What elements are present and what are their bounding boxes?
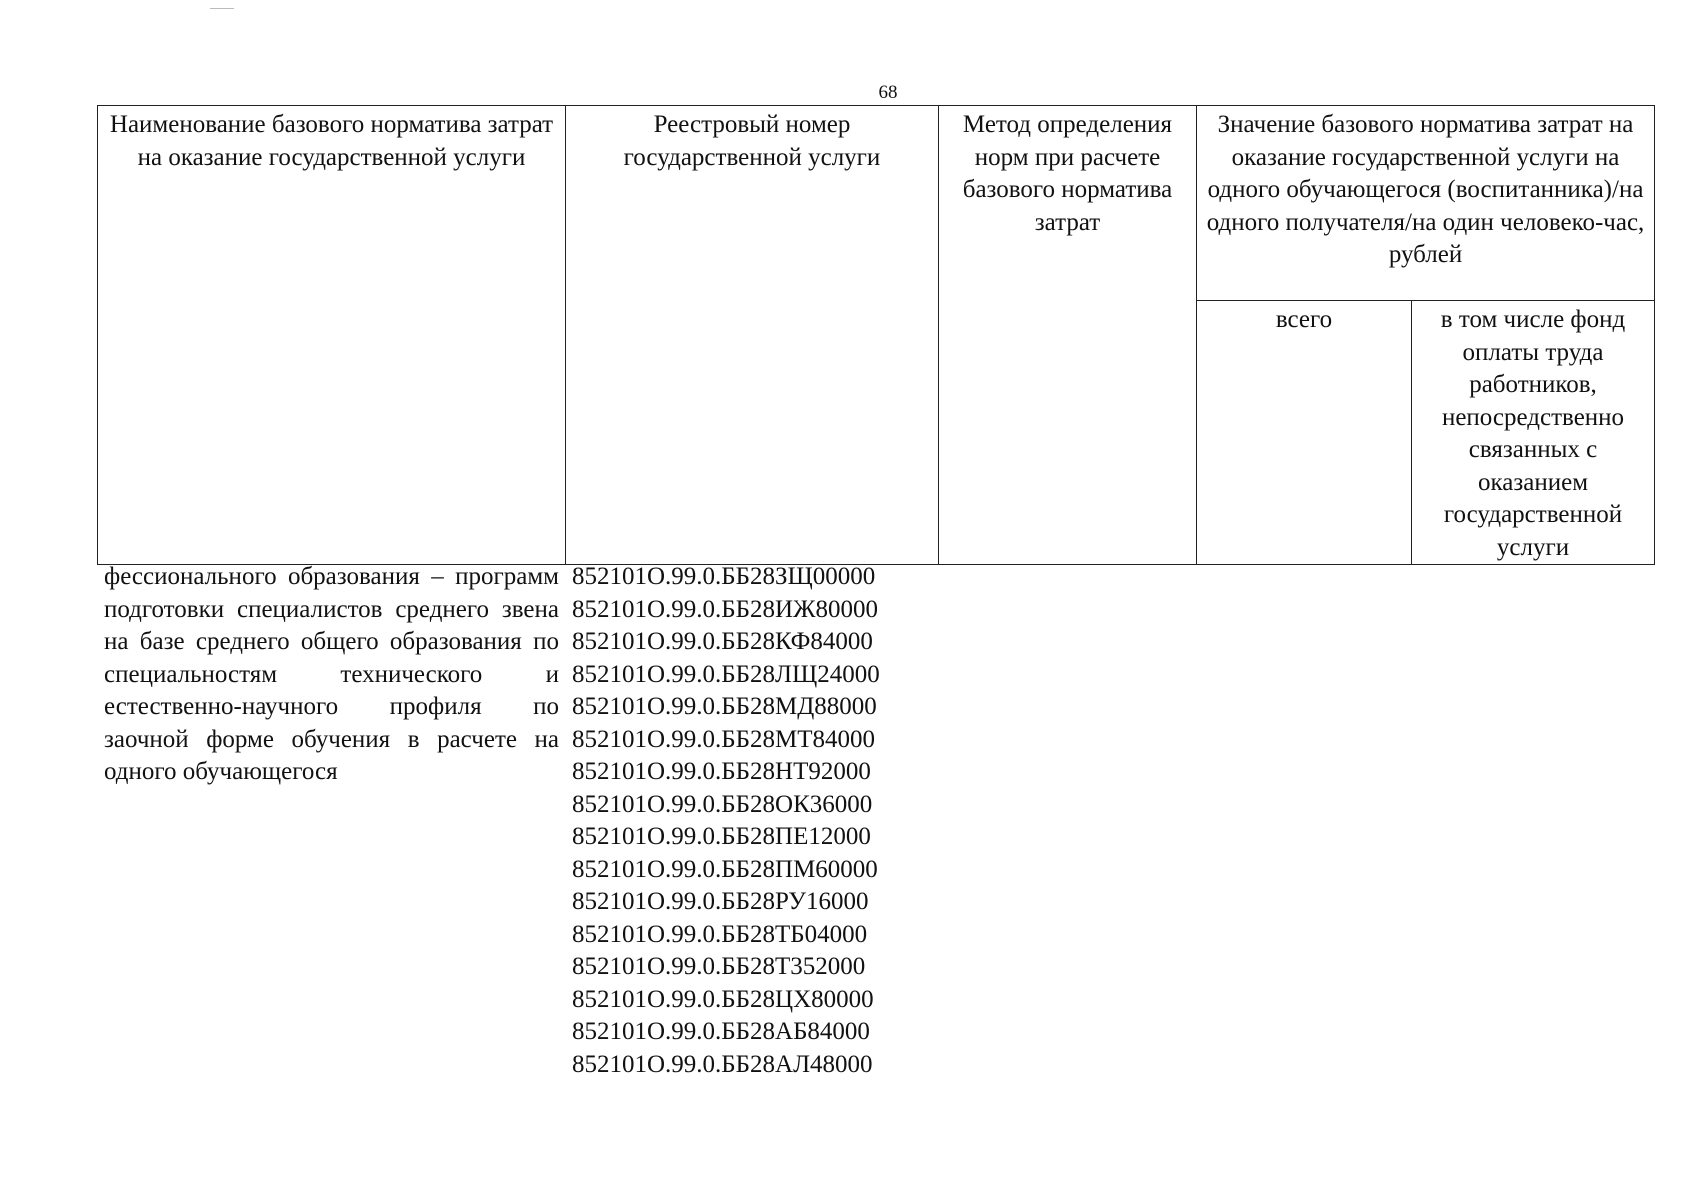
header-cell-total: всего bbox=[1197, 301, 1412, 565]
registry-code: 852101О.99.0.ББ28ЦХ80000 bbox=[572, 985, 874, 1013]
service-name-text: фессионального образования – программ подготовки специалистов среднего звена на базе среднего общего образования по специальностям технического и естественно-научного профиля по заочной форме обучения в расчете на одного обучающегося bbox=[104, 563, 559, 785]
registry-code: 852101О.99.0.ББ28РУ16000 bbox=[572, 888, 869, 915]
registry-code: 852101О.99.0.ББ28Т352000 bbox=[572, 953, 866, 980]
page-number: 68 bbox=[878, 82, 898, 103]
registry-code: 852101О.99.0.ББ28АБ84000 bbox=[572, 1018, 870, 1045]
registry-code: 852101О.99.0.ББ28ЛЩ24000 bbox=[572, 660, 880, 688]
header-cell-name: Наименование базового норматива затрат на оказание государственной услуги bbox=[98, 106, 566, 565]
registry-codes-list bbox=[572, 561, 880, 1081]
header-cell-method: Метод определения норм при расчете базового норматива затрат bbox=[939, 106, 1197, 565]
registry-code: 852101О.99.0.ББ28ПЕ12000 bbox=[572, 823, 871, 850]
header-cell-fund: в том числе фонд оплаты труда работников, непосредственно связанных с оказанием государственной услуги bbox=[1412, 301, 1655, 565]
registry-code: 852101О.99.0.ББ28ПМ60000 bbox=[572, 855, 878, 883]
registry-code: 852101О.99.0.ББ28ИЖ80000 bbox=[572, 595, 878, 623]
registry-code: 852101О.99.0.ББ28АЛ48000 bbox=[572, 1050, 873, 1078]
header-cell-registry: Реестровый номер государственной услуги bbox=[566, 106, 939, 565]
registry-code: 852101О.99.0.ББ28МД88000 bbox=[572, 693, 877, 720]
registry-code: 852101О.99.0.ББ28МТ84000 bbox=[572, 725, 876, 753]
norms-table-header bbox=[97, 105, 1655, 565]
registry-code: 852101О.99.0.ББ28ЗЩ00000 bbox=[572, 563, 876, 590]
registry-code: 852101О.99.0.ББ28НТ92000 bbox=[572, 758, 871, 785]
registry-code: 852101О.99.0.ББ28ОК36000 bbox=[572, 790, 873, 818]
registry-code: 852101О.99.0.ББ28ТБ04000 bbox=[572, 920, 868, 948]
header-cell-value: Значение базового норматива затрат на оказание государственной услуги на одного обучающегося (воспитанника)/на одного получателя/на один человеко-час, рублей bbox=[1197, 106, 1655, 301]
registry-code: 852101О.99.0.ББ28КФ84000 bbox=[572, 628, 873, 655]
scan-mark bbox=[210, 8, 234, 9]
